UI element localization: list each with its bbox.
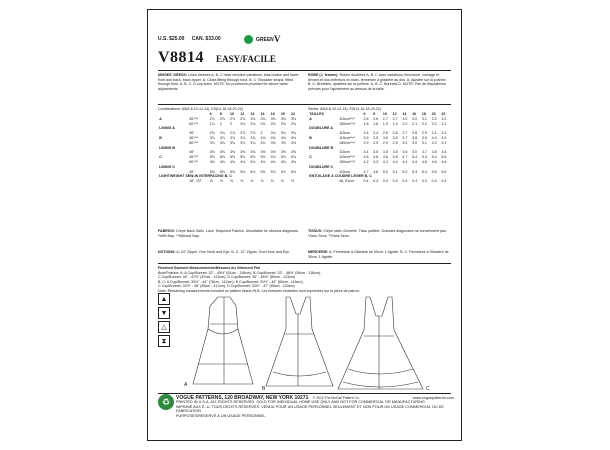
yardage-cell: 5⅛ xyxy=(219,155,225,160)
yardage-cell: 3¼ xyxy=(250,140,256,145)
yardage-cell: 5⅛ xyxy=(250,169,256,174)
size-header-cell: 14 xyxy=(250,112,255,116)
yardage-cell: 5⅛ xyxy=(219,169,225,174)
row-label: B xyxy=(159,135,162,140)
yardage-cell: 2¾ xyxy=(240,116,246,121)
yardage-cell: 4⅛ xyxy=(250,159,256,164)
yardage-cell: 3⅛ xyxy=(209,140,215,145)
yardage-cell: 3⅜ xyxy=(219,150,225,155)
pattern-number: V8814 xyxy=(158,49,205,66)
yardage-cell: 5⅞ xyxy=(280,169,286,174)
yardage-cell: 4.6 xyxy=(392,155,398,160)
fabric-width: 18", 20" xyxy=(189,179,202,184)
rights-line: PRINTED IN U.S.A. ALL RIGHTS RESERVED. SOLD FOR INDIVIDUAL HOME USE ONLY AND NOT FOR COMMERCIAL OR MANUFACTURING xyxy=(176,400,425,405)
yardage-cell: 4.0 xyxy=(431,135,437,140)
yardage-cell: 4⅛ xyxy=(290,135,296,140)
fabric-width: 45"/** xyxy=(189,116,199,121)
yardage-cell: 3.6 xyxy=(402,150,408,155)
back-view-sketches xyxy=(178,294,448,394)
yardage-cell: 3⅜ xyxy=(250,150,256,155)
yardage-cell: 3⅞ xyxy=(240,135,246,140)
yardage-cell: 0.4 xyxy=(441,179,447,184)
size-header-cell: 18 xyxy=(421,112,426,116)
yardage-cell: 5⅞ xyxy=(280,155,286,160)
yardage-cell: 2.6 xyxy=(392,131,398,136)
fabric-width: 115cm**/* xyxy=(339,155,355,160)
yardage-cell: 3¼ xyxy=(270,131,276,136)
yardage-cell: 2.9 xyxy=(392,140,398,145)
yardage-cell: 2⅞ xyxy=(230,131,236,136)
size-header-cell: 12 xyxy=(392,112,397,116)
size-header-cell: 12 xyxy=(240,112,245,116)
yardage-cell: 2.2 xyxy=(421,121,427,126)
table-row xyxy=(308,179,450,184)
row-label: LINING C xyxy=(159,164,175,169)
yardage-cell: 3⅛ xyxy=(260,116,266,121)
yardage-cell: 3.1 xyxy=(421,116,427,121)
row-label: C xyxy=(309,155,312,160)
yardage-cell: 0.4 xyxy=(412,179,418,184)
yardage-cell: 4⅛ xyxy=(270,159,276,164)
yardage-cell: ⅜ xyxy=(250,179,254,184)
row-label: A xyxy=(159,116,162,121)
yardage-cell: ⅜ xyxy=(290,179,294,184)
fabric-width: 45"/** xyxy=(189,135,199,140)
pattern-envelope-back xyxy=(147,9,462,441)
yardage-cell: 3.0 xyxy=(402,116,408,121)
yardage-cell: 3.0 xyxy=(412,140,418,145)
yardage-cell: 5.6 xyxy=(441,169,447,174)
yardage-cell: 4.6 xyxy=(363,155,369,160)
yardage-cell: 4.6 xyxy=(382,155,388,160)
triangle-down-icon: ▼ xyxy=(158,307,170,319)
yardage-cell: 3⅞ xyxy=(209,135,215,140)
yardage-cell: 4.3 xyxy=(373,159,379,164)
rights-line-fr: IMPRIMÉ AUX É.-U. TOUS DROITS RÉSERVÉS. VENDU POUR UN USAGE PERSONNEL SEULEMENT ET NON POUR UN USAGE COMMERCIAL OU DE FABRICATION xyxy=(176,404,444,414)
yardage-cell: 2 xyxy=(230,121,233,126)
yardage-cell: 5⅛ xyxy=(250,155,256,160)
size-header-cell: 22 xyxy=(441,112,446,116)
green-dot-icon xyxy=(244,35,253,44)
fabric-width: 115cm xyxy=(339,169,350,174)
divider xyxy=(158,70,451,71)
size-header-cell: 6 xyxy=(363,112,366,116)
yardage-cell: 5.3 xyxy=(412,169,418,174)
row-label: C xyxy=(159,155,162,160)
color-label: GREEN xyxy=(256,37,274,43)
footer xyxy=(176,396,454,418)
yardage-cell: 2⅛ xyxy=(260,121,266,126)
yardage-cell: 3.0 xyxy=(412,150,418,155)
size-header-cell: 10 xyxy=(230,112,235,116)
row-label: LIGHTWEIGHT SEW-IN INTERFACING B, C xyxy=(159,174,232,179)
row-label: LINING A xyxy=(159,126,175,131)
yardage-cell: 3.3 xyxy=(431,140,437,145)
yardage-cell: 4.4 xyxy=(412,159,418,164)
yardage-cell: 4.6 xyxy=(421,159,427,164)
yardage-cell: 2.6 xyxy=(363,116,369,121)
yardage-cell: 2⅞ xyxy=(219,116,225,121)
fabric-width: 150cm**/* xyxy=(339,140,356,145)
size-header-cell: 6 xyxy=(209,112,212,116)
company-address: VOGUE PATTERNS, 120 BROADWAY, NEW YORK 10271 xyxy=(176,395,309,401)
yardage-cell: 2⅛ xyxy=(280,121,286,126)
table-row xyxy=(158,179,300,184)
yardage-cell: 3.5 xyxy=(363,135,369,140)
yardage-cell: 3.1 xyxy=(421,140,427,145)
yardage-cell: 3.0 xyxy=(412,116,418,121)
yardage-cell: 3¼ xyxy=(260,140,266,145)
size-header-label: TAILLES xyxy=(309,112,324,116)
yardage-cell: 1⅞ xyxy=(209,121,215,126)
notions-fr: MERCERIE: A: Fermeture à Glissière de 60cm, 1 Agrafe. B, C: Fermeture à Glissière de 30cm, 1 Agrafe. xyxy=(308,250,449,259)
description-french: ROBE (J. femme): Robes doublées A, B, C avec variations d'encolure, corsage et devant et dos inférieurs en biais, fermeture à glissière au dos. A: Ajustée sur la poitrine. B, C: Bretelles, ajustées sur la poitrine. A, B, C: Bonnets D. NOTE: Pas de dispositions prévues pour l'ajustement au-dessus de la taille. xyxy=(308,73,447,91)
triangle-up-outline-icon: △ xyxy=(158,321,170,333)
yardage-cell: 5⅛ xyxy=(240,169,246,174)
size-header-cell: 22 xyxy=(290,112,295,116)
yardage-cell: 3⅞ xyxy=(219,135,225,140)
yardage-cell: 3.1 xyxy=(441,131,447,136)
brand-mark: V xyxy=(274,34,281,44)
notions-en: NOTIONS: A: 24" Zipper, One Hook and Eye. B, C: 12" Zipper, One Hook and Eye. xyxy=(158,250,291,254)
fabric-width: 150cm**/* xyxy=(339,159,356,164)
yardage-cell: 5⅛ xyxy=(230,169,236,174)
yardage-cell: 5⅛ xyxy=(260,169,266,174)
yardage-cell: 4.4 xyxy=(402,159,408,164)
yardage-cell: 3 xyxy=(260,131,263,136)
yardage-cell: 2.6 xyxy=(373,116,379,121)
yardage-cell: 5⅞ xyxy=(290,155,296,160)
fabric-symbols xyxy=(158,293,174,349)
row-label xyxy=(308,179,338,184)
size-header-cell: 18 xyxy=(270,112,275,116)
fabric-width: 60"/** xyxy=(189,140,199,145)
yardage-cell: 2.9 xyxy=(363,140,369,145)
yardage-cell: 4⅛ xyxy=(260,135,266,140)
yardage-cell: 3⅜ xyxy=(230,150,236,155)
row-label: B xyxy=(309,135,312,140)
size-header-cell: 14 xyxy=(402,112,407,116)
yardage-cell: 5.1 xyxy=(392,169,398,174)
fabric-width: 115cm**/* xyxy=(339,135,355,140)
row-label xyxy=(158,179,188,184)
yardage-cell: 4⅛ xyxy=(280,135,286,140)
yardage-cell: 3.8 xyxy=(412,135,418,140)
yardage-cell: 2⅞ xyxy=(230,116,236,121)
yardage-cell: 2.4 xyxy=(363,131,369,136)
yardage-cell: 3.0 xyxy=(402,140,408,145)
yardage-cell: 3.6 xyxy=(382,135,388,140)
yardage-cell: 4.7 xyxy=(402,155,408,160)
difficulty-label: EASY/FACILE xyxy=(216,54,276,64)
yardage-cell: 4⅛ xyxy=(230,159,236,164)
yardage-cell: 2⅛ xyxy=(270,121,276,126)
yardage-cell: 3.9 xyxy=(421,135,427,140)
yardage-cell: 3⅝ xyxy=(290,140,296,145)
yardage-cell: 2.6 xyxy=(382,131,388,136)
yardage-cell: 0.4 xyxy=(392,179,398,184)
yardage-cell: 3.5 xyxy=(373,150,379,155)
yardage-cell: ⅜ xyxy=(260,179,264,184)
fabric-width: 115cm xyxy=(339,150,350,155)
yardage-table-en xyxy=(158,112,300,184)
yardage-cell: 0.4 xyxy=(363,179,369,184)
finished-measurements: Finished Garment Measurements/Mesures du Vêtement Fini Bust/Poitrine: A: A Cup/Bonnet: 32" - 45½" (81cm - 116cm), B Cup/Bonnet: 33" - 46½" (84cm - 118cm), C Cup/Bonnet: 34" - 47½" (87cm - 121cm), D Cup/Bonnet: 35" - 48½" (89cm - 123cm) B, C: A Cup/Bonnet: 30½" - 44" (78cm - 112cm), B Cup/Bonnet: 31½" - 45" (80cm - 115cm), C Cup/Bonnet: 32½" - 46" (83cm - 117cm), D Cup/Bonnet: 33½" - 47" (85cm - 120cm) Note: Remaining measurements included on pattern tissue./N.B. Les mesures restantes sont imprimées sur la pièce de patron. xyxy=(158,266,360,293)
yardage-cell: 5.4 xyxy=(421,155,427,160)
yardage-cell: 3⅞ xyxy=(250,135,256,140)
yardage-cell: 2.7 xyxy=(382,116,388,121)
yardage-cell: 3.8 xyxy=(441,150,447,155)
yardage-cell: 3⅜ xyxy=(270,116,276,121)
size-header-cell: 16 xyxy=(412,112,417,116)
yardage-cell: 2.9 xyxy=(382,140,388,145)
yardage-cell: 4.4 xyxy=(392,159,398,164)
fabric-width: 60"/** xyxy=(189,159,199,164)
yardage-cell: ⅜ xyxy=(209,179,213,184)
combinations-en: Combinations: A5(6-8-10-12-14), E5(14-16-18-20-22) xyxy=(158,107,243,111)
yardage-cell: 2⅛ xyxy=(290,121,296,126)
yardage-cell: 4.2 xyxy=(363,159,369,164)
divider xyxy=(158,104,451,105)
yardage-cell: 2.7 xyxy=(402,131,408,136)
yardage-cell: 4.0 xyxy=(441,135,447,140)
yardage-cell: 3.7 xyxy=(402,135,408,140)
yardage-cell: 3.5 xyxy=(392,150,398,155)
yardage-cell: 4⅛ xyxy=(280,159,286,164)
yardage-cell: 2.2 xyxy=(431,121,437,126)
yardage-cell: 3¼ xyxy=(280,131,286,136)
yardage-cell: 2⅞ xyxy=(250,131,256,136)
combinations-fr: Séries: A5(6-8-10-12-14), E5(14-16-18-20-22) xyxy=(308,107,382,111)
fabric-width: 45"/** xyxy=(189,155,199,160)
yardage-cell: 2⅛ xyxy=(240,121,246,126)
yardage-cell: ⅜ xyxy=(240,179,244,184)
yardage-cell: 2¾ xyxy=(209,131,215,136)
yardage-cell: 5⅛ xyxy=(240,155,246,160)
yardage-cell: 3⅛ xyxy=(250,116,256,121)
yardage-cell: 3⅝ xyxy=(290,150,296,155)
yardage-cell: 2 xyxy=(219,121,222,126)
size-header-cell: 8 xyxy=(219,112,222,116)
price-line xyxy=(158,36,227,42)
fabric-width: 45" xyxy=(189,169,195,174)
fabric-width: 45" xyxy=(189,150,195,155)
copyright: © 2012 The McCall Pattern Co. xyxy=(312,396,360,400)
yardage-cell: ⅜ xyxy=(270,179,274,184)
yardage-cell: 4⅛ xyxy=(260,159,266,164)
yardage-cell: 5.2 xyxy=(402,169,408,174)
yardage-cell: 3.1 xyxy=(431,131,437,136)
yardage-cell: 2⅞ xyxy=(209,116,215,121)
recycle-icon: ♻ xyxy=(158,394,174,410)
yardage-cell: 5⅞ xyxy=(270,169,276,174)
view-label-b: B xyxy=(262,386,266,392)
yardage-cell: 2.1 xyxy=(412,121,418,126)
yardage-cell: 4.6 xyxy=(373,155,379,160)
yardage-cell: 3.4 xyxy=(363,150,369,155)
purpose-line: PURPOSES/RÉSERVÉ À UN USAGE PERSONNEL. xyxy=(176,413,267,418)
yardage-cell: 5⅛ xyxy=(260,155,266,160)
yardage-cell: 1.8 xyxy=(373,121,379,126)
yardage-cell: 2⅞ xyxy=(240,131,246,136)
yardage-cell: 5.4 xyxy=(431,155,437,160)
fabric-width: 115cm**/* xyxy=(339,116,355,121)
fabrics-fr: TISSUS: Crêpe satin, Dentelle, Tissu pailleté. Grandes diagonales ne conviennent pas. *Avec Sens. **Sans Sens. xyxy=(308,229,447,238)
yardage-cell: 4.3 xyxy=(382,159,388,164)
hourglass-icon: ⧗ xyxy=(158,335,170,347)
yardage-cell: 2.9 xyxy=(421,131,427,136)
view-label-c: C xyxy=(426,386,430,392)
yardage-cell: 1.9 xyxy=(382,121,388,126)
yardage-cell: 3½ xyxy=(260,150,266,155)
yardage-cell: 4.6 xyxy=(431,159,437,164)
yardage-cell: 3.8 xyxy=(431,150,437,155)
row-label: ENTOILAGE À COUDRE LÉGER B, C xyxy=(309,174,372,179)
yardage-cell: 3.2 xyxy=(431,116,437,121)
yardage-cell: 2.2 xyxy=(441,121,447,126)
yardage-cell: 6⅛ xyxy=(290,169,296,174)
yardage-cell: 2¾ xyxy=(219,131,225,136)
row-label: DOUBLURE C xyxy=(309,164,334,169)
yardage-cell: 3⅜ xyxy=(280,116,286,121)
yardage-cell: 5⅛ xyxy=(209,169,215,174)
yardage-cell: 0.4 xyxy=(382,179,388,184)
sketch-view-c xyxy=(338,297,423,389)
description-english: MISSES' DRESS: Lined dresses A, B, C have neckline variations, bias bodice and lower front and back, back zipper. A: Close-fitting through bust. B, C: Shoulder straps, fitted through bust. A, B, C: D-cup sizes. NOTE: No provisions provided for above waist adjustments. xyxy=(158,73,299,91)
price-can: CAN. $33.00 xyxy=(191,36,221,42)
sketch-view-b xyxy=(266,297,333,386)
yardage-cell: 3½ xyxy=(270,150,276,155)
yardage-cell: 4.8 xyxy=(373,169,379,174)
row-label: A xyxy=(309,116,312,121)
yardage-cell: 4⅛ xyxy=(209,159,215,164)
size-header-cell: 16 xyxy=(260,112,265,116)
yardage-cell: 4⅛ xyxy=(290,159,296,164)
fabric-width: 150cm**/* xyxy=(339,121,356,126)
view-label-a: A xyxy=(184,382,188,388)
size-header-cell: 20 xyxy=(280,112,285,116)
yardage-cell: ⅜ xyxy=(219,179,223,184)
yardage-cell: 3.2 xyxy=(441,116,447,121)
yardage-cell: 3¼ xyxy=(290,131,296,136)
yardage-cell: 3.3 xyxy=(441,140,447,145)
yardage-cell: ⅜ xyxy=(280,179,284,184)
website: www.voguepatterns.com xyxy=(412,396,454,400)
yardage-cell: 4⅛ xyxy=(240,159,246,164)
row-label: LINING B xyxy=(159,145,175,150)
yardage-cell: 2.8 xyxy=(412,131,418,136)
yardage-cell: 4.6 xyxy=(441,159,447,164)
yardage-cell: 2.7 xyxy=(392,116,398,121)
yardage-cell: 2⅛ xyxy=(250,121,256,126)
yardage-cell: 5⅞ xyxy=(270,155,276,160)
yardage-cell: 4.7 xyxy=(363,169,369,174)
yardage-cell: 0.4 xyxy=(402,179,408,184)
yardage-cell: 0.4 xyxy=(431,179,437,184)
fabric-width: 60"/** xyxy=(189,121,199,126)
yardage-cell: 5⅛ xyxy=(230,155,236,160)
yardage-cell: 3⅛ xyxy=(219,140,225,145)
row-label: DOUBLURE A xyxy=(309,126,334,131)
size-header-cell: 8 xyxy=(373,112,376,116)
yardage-cell: 5.4 xyxy=(412,155,418,160)
yardage-cell: 5⅛ xyxy=(209,155,215,160)
size-header-cell: 10 xyxy=(382,112,387,116)
yardage-cell: 3½ xyxy=(280,150,286,155)
yardage-cell: 3⅝ xyxy=(270,140,276,145)
yardage-cell: 3⅞ xyxy=(230,135,236,140)
yardage-cell: 5.6 xyxy=(441,155,447,160)
yardage-cell: 3⅛ xyxy=(230,140,236,145)
yardage-cell: 4⅛ xyxy=(219,159,225,164)
row-label: DOUBLURE B xyxy=(309,145,334,150)
triangle-up-icon: ▲ xyxy=(158,293,170,305)
yardage-cell: 3.7 xyxy=(421,150,427,155)
yardage-cell: 5.4 xyxy=(421,169,427,174)
yardage-cell: 5.0 xyxy=(382,169,388,174)
fabric-width: 115cm xyxy=(339,131,350,136)
yardage-cell: ⅜ xyxy=(230,179,234,184)
yardage-cell: 3⅜ xyxy=(290,116,296,121)
yardage-cell: 2.0 xyxy=(402,121,408,126)
yardage-cell: 2.4 xyxy=(373,131,379,136)
size-header-cell: 20 xyxy=(431,112,436,116)
sketch-view-a xyxy=(193,297,253,384)
yardage-cell: 5.6 xyxy=(431,169,437,174)
yardage-cell: 3⅝ xyxy=(280,140,286,145)
fabric-width: 45" xyxy=(189,131,195,136)
yardage-cell: 1.8 xyxy=(363,121,369,126)
yardage-cell: 3⅜ xyxy=(240,150,246,155)
divider xyxy=(158,393,451,394)
yardage-table-fr xyxy=(308,112,450,184)
yardage-cell: 3⅜ xyxy=(209,150,215,155)
divider xyxy=(158,263,451,264)
yardage-cell: 4⅛ xyxy=(270,135,276,140)
yardage-cell: 2.9 xyxy=(373,140,379,145)
yardage-cell: 0.4 xyxy=(373,179,379,184)
price-us: U.S. $25.00 xyxy=(158,36,185,42)
yardage-cell: 1.9 xyxy=(392,121,398,126)
fabric-width: 46, 51cm xyxy=(339,179,354,184)
yardage-cell: 3.5 xyxy=(382,150,388,155)
yardage-cell: 3.6 xyxy=(392,135,398,140)
yardage-cell: 3.5 xyxy=(373,135,379,140)
fabrics-en: FABRICS: Crepe Back Satin, Lace, Sequined Fabrics. Unsuitable for obvious diagonals. *With Nap. **Without Nap. xyxy=(158,229,299,238)
yardage-cell: 0.4 xyxy=(421,179,427,184)
yardage-cell: 3⅛ xyxy=(240,140,246,145)
